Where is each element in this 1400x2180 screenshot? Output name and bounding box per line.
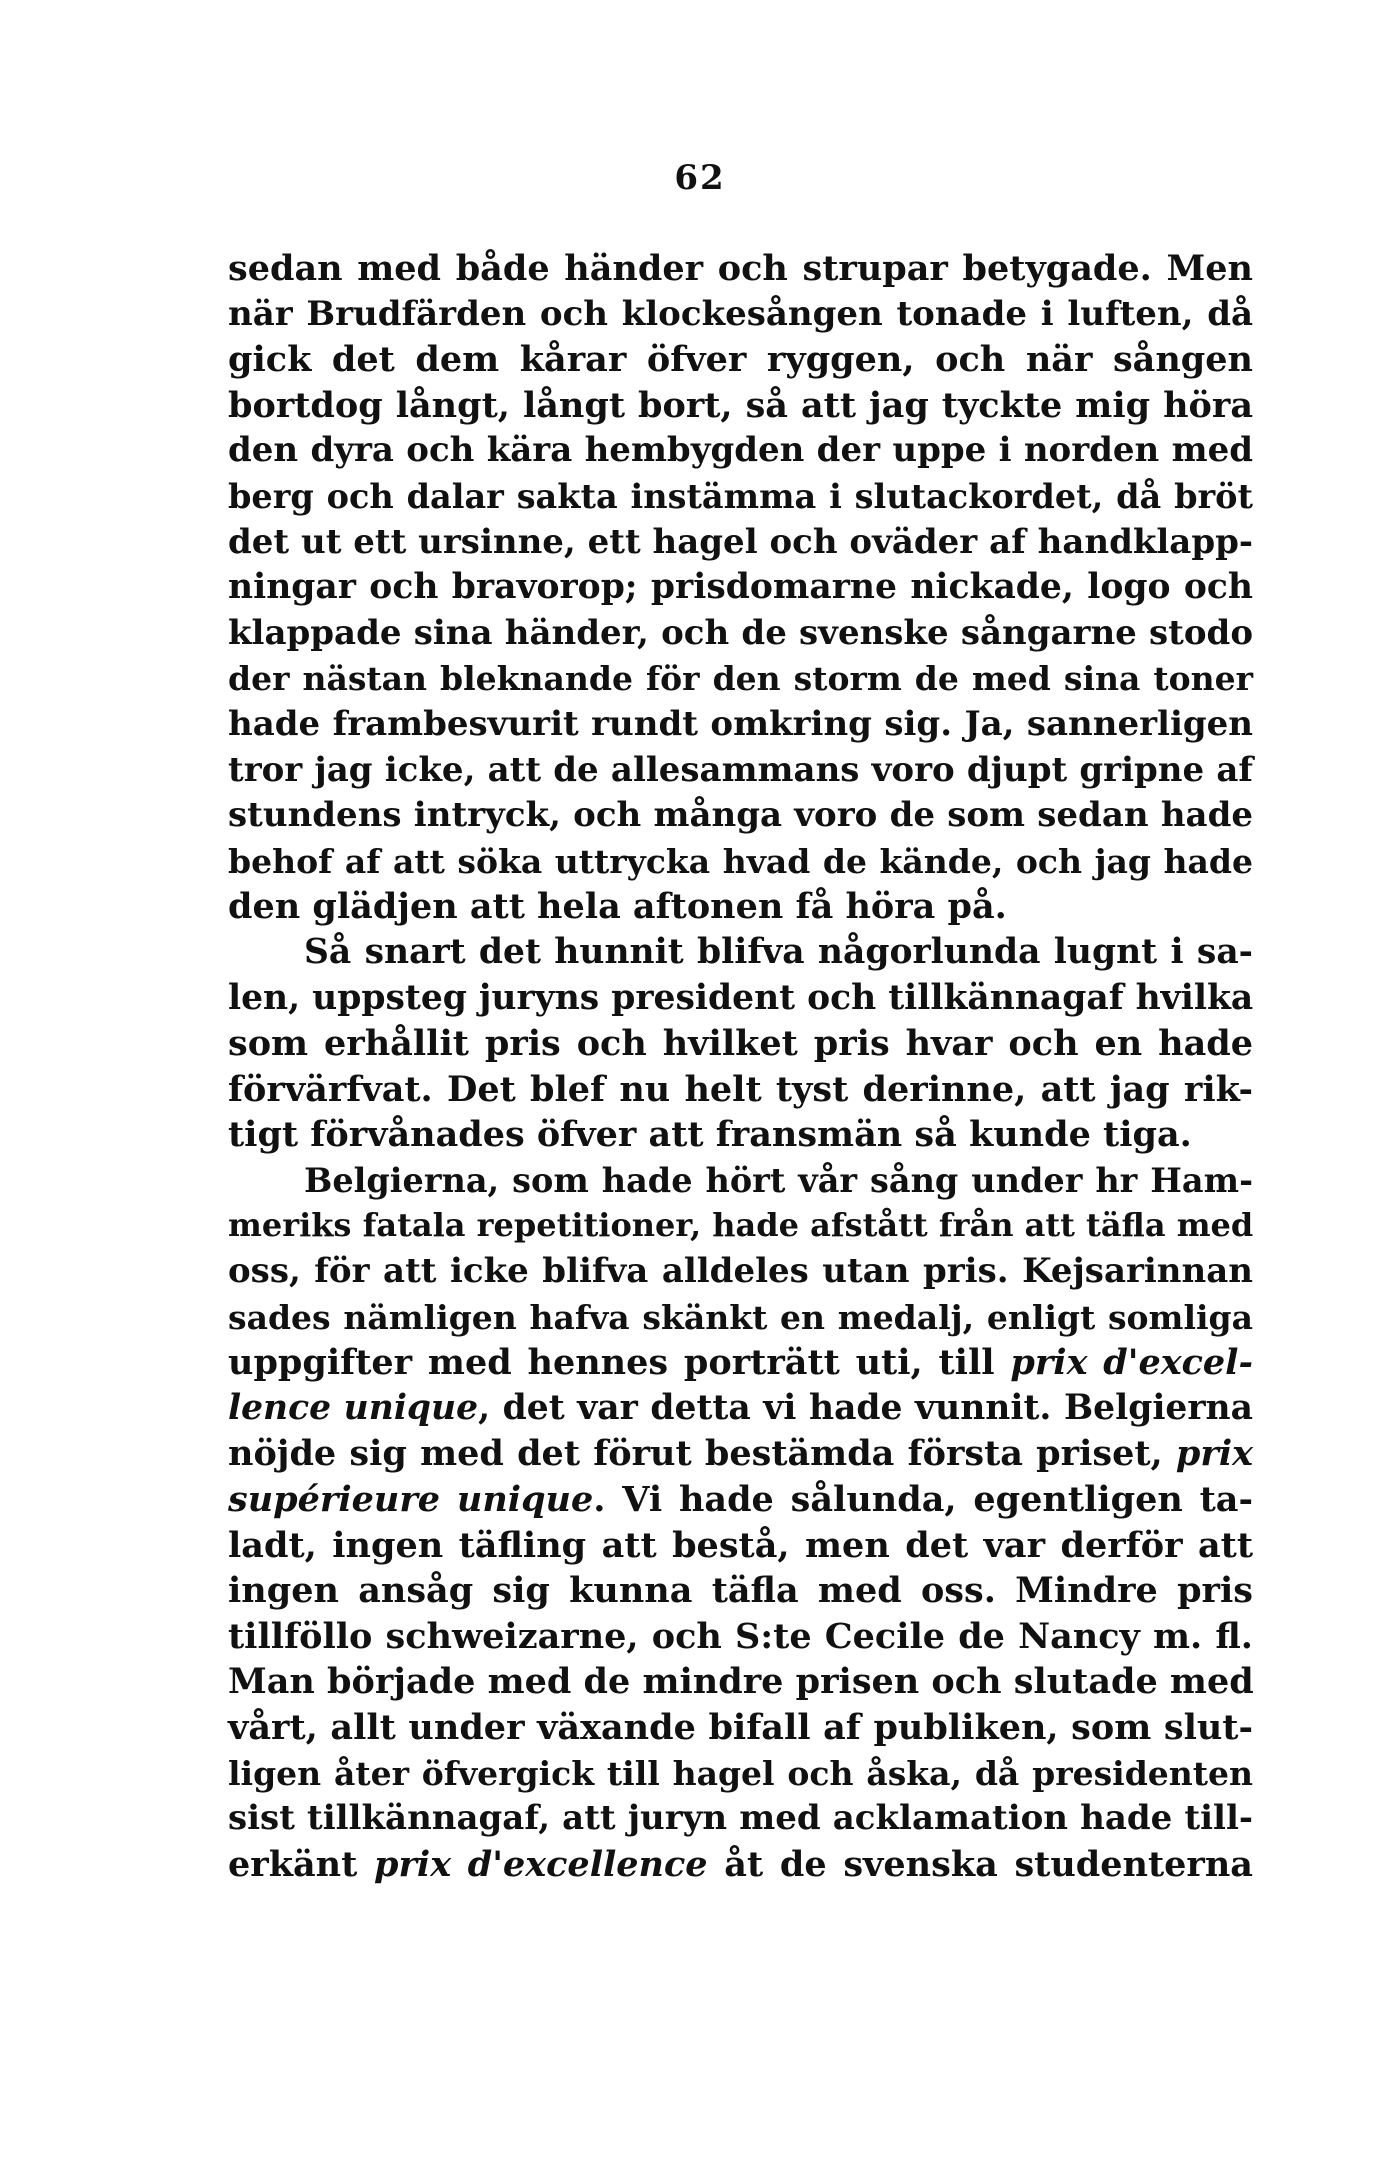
text-line [228,1842,1253,1888]
italic-phrase: lence unique [228,1387,479,1428]
text-line: vårt, allt under växande bifall af publiken, som slut- [228,1707,1253,1748]
text-span: uppgifter med hennes porträtt uti, till [228,1342,1011,1384]
text-line: Man började med de mindre prisen och slutade med [228,1661,1254,1703]
italic-phrase: prix d'excel- [1010,1342,1253,1384]
text-line: len, uppsteg juryns president och tillkännagaf hvilka [228,977,1254,1018]
text-span: erkänt [228,1843,374,1885]
text-line: när Brudfärden och klockesången tonade i luften, då [228,293,1253,334]
text-line: gick det dem kårar öfver ryggen, och när sången [228,339,1253,381]
text-line: tror jag icke, att de allesammans voro djupt gripne af [228,749,1253,790]
italic-phrase: prix [1175,1433,1253,1475]
text-line: tillföllo schweizarne, och S:te Cecile de Nancy m. fl. [228,1615,1253,1657]
text-line [228,1340,1253,1386]
text-line [228,1386,1253,1432]
text-line [228,1477,1253,1523]
text-line: sist tillkännagaf, att juryn med acklamation hade till- [228,1798,1253,1839]
text-span: åt de svenska studenterna [707,1843,1253,1885]
text-line: klappade sina händer, och de svenske sångarne stodo [228,612,1253,653]
text-line: behof af att söka uttrycka hvad de kände, och jag hade [228,841,1253,881]
text-line: Belgierna, som hade hört vår sång under hr Ham- [304,1160,1253,1200]
italic-phrase: supérieure unique [228,1479,594,1521]
text-line: oss, för att icke blifva alldeles utan pris. Kejsarinnan [228,1251,1253,1292]
page-number: 62 [674,158,726,198]
text-line: Så snart det hunnit blifva någorlunda lugnt i sa- [304,931,1253,972]
text-line: der nästan bleknande för den storm de med sina toner [228,659,1253,699]
text-line: ladt, ingen täfling att bestå, men det var derför att [228,1524,1253,1566]
text-line: ingen ansåg sig kunna täfla med oss. Mindre pris [228,1570,1253,1612]
text-line: förvärfvat. Det blef nu helt tyst derinne, att jag rik- [228,1068,1253,1110]
text-line: sades nämligen hafva skänkt en medalj, enligt somliga [228,1297,1253,1337]
text-line: sedan med både händer och strupar betygade. Men [228,248,1253,289]
text-line: ligen åter öfvergick till hagel och åska, då presidenten [228,1753,1253,1793]
body-text [228,246,1253,1887]
italic-phrase: prix d'excellence [373,1843,708,1885]
text-line: berg och dalar sakta instämma i slutackordet, då bröt [228,476,1253,516]
text-span: , det var detta vi hade vunnit. Belgierna [478,1387,1253,1428]
text-line: meriks fatala repetitioner, hade afstått från att täfla med [228,1206,1254,1245]
text-line: den dyra och kära hembygden der uppe i norden med [228,430,1253,471]
text-line: tigt förvånades öfver att fransmän så kunde tiga. [228,1114,1192,1156]
text-line: som erhållit pris och hvilket pris hvar och en hade [228,1023,1253,1065]
text-line: hade frambesvurit rundt omkring sig. Ja, sannerligen [228,703,1253,744]
text-line: bortdog långt, långt bort, så att jag tyckte mig höra [228,384,1253,426]
text-line: det ut ett ursinne, ett hagel och oväder af handklapp- [228,521,1253,562]
text-line: ningar och bravorop; prisdomarne nickade, logo och [228,567,1253,608]
text-line: den glädjen att hela aftonen få höra på. [228,886,1007,928]
text-span: nöjde sig med det förut bestämda första priset, [228,1433,1176,1475]
text-line: stundens intryck, och många voro de som sedan hade [228,795,1253,836]
text-line [228,1431,1253,1477]
text-span: . Vi hade sålunda, egentligen ta- [593,1479,1253,1521]
